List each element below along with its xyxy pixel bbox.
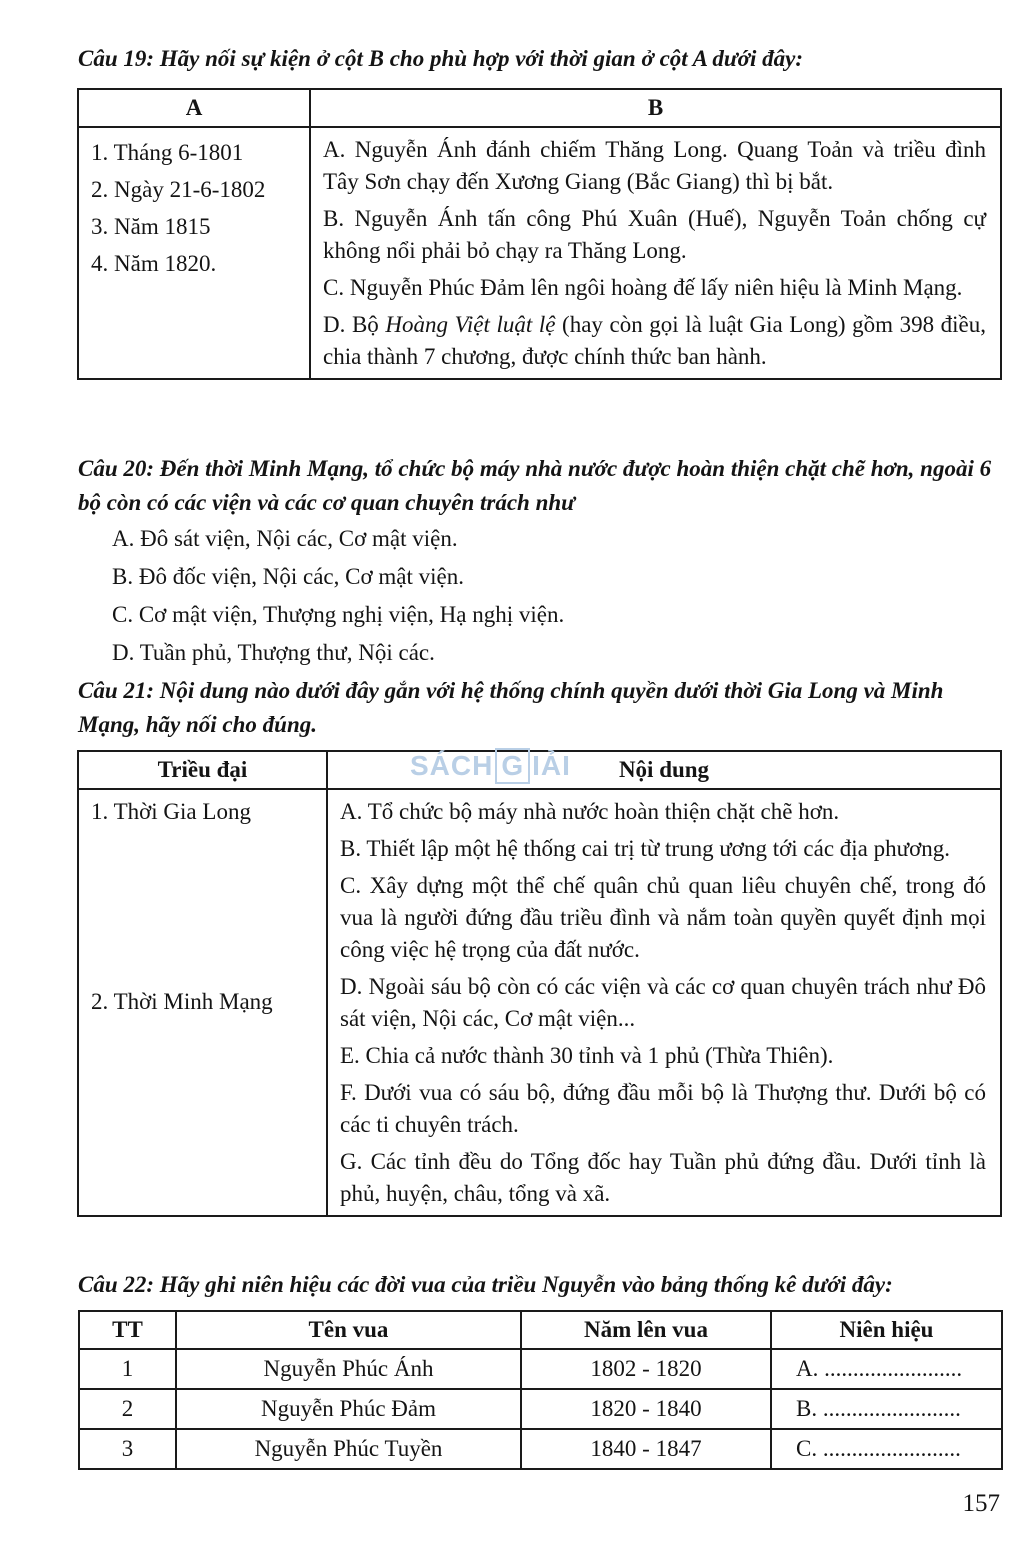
content-header: Nội dung (327, 751, 1001, 789)
event-item: C. Nguyễn Phúc Đảm lên ngôi hoàng đế lấy niên hiệu là Minh Mạng. (323, 275, 963, 300)
reign-title-blank: B. ........................ (771, 1389, 1002, 1429)
column-a-header: A (78, 89, 310, 127)
question-19-title: Câu 19: Hãy nối sự kiện ở cột B cho phù hợp với thời gian ở cột A dưới đây: (78, 46, 804, 71)
reign-title-blank: C. ........................ (771, 1429, 1002, 1469)
reign-title-blank: A. ........................ (771, 1349, 1002, 1389)
time-item: 3. Năm 1815 (91, 214, 211, 239)
king-name: Nguyễn Phúc Tuyền (176, 1429, 521, 1469)
content-item: E. Chia cả nước thành 30 tỉnh và 1 phủ (Thừa Thiên). (340, 1043, 834, 1068)
content-cell (327, 789, 1001, 1216)
king-name: Nguyễn Phúc Ánh (176, 1349, 521, 1389)
dynasty-cell (78, 789, 327, 1216)
table-row (79, 1429, 1002, 1469)
event-item (311, 307, 1000, 376)
content-item: G. Các tỉnh đều do Tổng đốc hay Tuần phủ đứng đầu. Dưới tỉnh là phủ, huyện, châu, tổng và xã. (340, 1149, 986, 1206)
header-year: Năm lên vua (521, 1311, 771, 1349)
content-item: F. Dưới vua có sáu bộ, đứng đầu mỗi bộ là Thượng thư. Dưới bộ có các ti chuyên trách. (340, 1080, 986, 1137)
reign-years: 1820 - 1840 (521, 1389, 771, 1429)
header-tt: TT (79, 1311, 176, 1349)
column-b-header: B (310, 89, 1001, 127)
page-number: 157 (962, 1490, 1000, 1517)
dynasty-minh-mang: 2. Thời Minh Mạng (91, 989, 273, 1014)
dynasty-header: Triều đại (78, 751, 327, 789)
table-row (79, 1389, 1002, 1429)
content-item: D. Ngoài sáu bộ còn có các viện và các cơ quan chuyên trách như Đô sát viện, Nội các, Cơ mật viện... (340, 974, 986, 1031)
question-21-table (77, 750, 1002, 1217)
event-item: A. Nguyễn Ánh đánh chiếm Thăng Long. Quang Toản và triều đình Tây Sơn chạy đến Xương Giang (Bắc Giang) thì bị bắt. (323, 137, 986, 194)
event-d-prefix: D. Bộ (323, 312, 386, 337)
answer-option-d: D. Tuần phủ, Thượng thư, Nội các. (112, 640, 435, 665)
answer-option-a: A. Đô sát viện, Nội các, Cơ mật viện. (112, 526, 458, 551)
event-d-suffix: (hay còn gọi là luật Gia Long) gồm 398 điều, chia thành 7 chương, được chính thức ban hành. (323, 312, 986, 369)
dynasty-gia-long: 1. Thời Gia Long (91, 799, 251, 824)
answer-option-b: B. Đô đốc viện, Nội các, Cơ mật viện. (112, 564, 464, 589)
time-item: 2. Ngày 21-6-1802 (91, 177, 266, 202)
watermark-logo: SÁCH G IẢI (410, 748, 640, 790)
time-item: 1. Tháng 6-1801 (91, 140, 244, 165)
question-20-title: Câu 20: Đến thời Minh Mạng, tổ chức bộ máy nhà nước được hoàn thiện chặt chẽ hơn, ngoài 6 bộ còn có các viện và các cơ quan chuyên trách như (78, 456, 992, 515)
question-19-table (77, 88, 1002, 380)
question-22-title: Câu 22: Hãy ghi niên hiệu các đời vua của triều Nguyễn vào bảng thống kê dưới đây: (78, 1272, 893, 1297)
event-item: B. Nguyễn Ánh tấn công Phú Xuân (Huế), Nguyễn Toản chống cự không nổi phải bỏ chạy ra Thăng Long. (323, 206, 986, 263)
answer-option-c: C. Cơ mật viện, Thượng nghị viện, Hạ nghị viện. (112, 602, 565, 627)
header-reign-title: Niên hiệu (771, 1311, 1002, 1349)
content-item: A. Tổ chức bộ máy nhà nước hoàn thiện chặt chẽ hơn. (340, 799, 840, 824)
reign-years: 1840 - 1847 (521, 1429, 771, 1469)
row-number: 1 (79, 1349, 176, 1389)
content-item: B. Thiết lập một hệ thống cai trị từ trung ương tới các địa phương. (340, 836, 951, 861)
question-21-title: Câu 21: Nội dung nào dưới đây gắn với hệ thống chính quyền dưới thời Gia Long và Minh Mạng, hãy nối cho đúng. (78, 678, 944, 737)
reign-years: 1802 - 1820 (521, 1349, 771, 1389)
column-b-cell (310, 127, 1001, 379)
question-22-table (78, 1310, 1003, 1470)
column-a-cell (78, 127, 310, 379)
law-code-title: Hoàng Việt luật lệ (385, 312, 556, 337)
table-row (79, 1349, 1002, 1389)
content-item: C. Xây dựng một thể chế quân chủ quan liêu chuyên chế, trong đó vua là người đứng đầu triều đình và nắm toàn quyền quyết định mọi công việc hệ trọng của đất nước. (340, 873, 986, 962)
row-number: 3 (79, 1429, 176, 1469)
header-king-name: Tên vua (176, 1311, 521, 1349)
row-number: 2 (79, 1389, 176, 1429)
king-name: Nguyễn Phúc Đảm (176, 1389, 521, 1429)
time-item: 4. Năm 1820. (91, 251, 217, 276)
